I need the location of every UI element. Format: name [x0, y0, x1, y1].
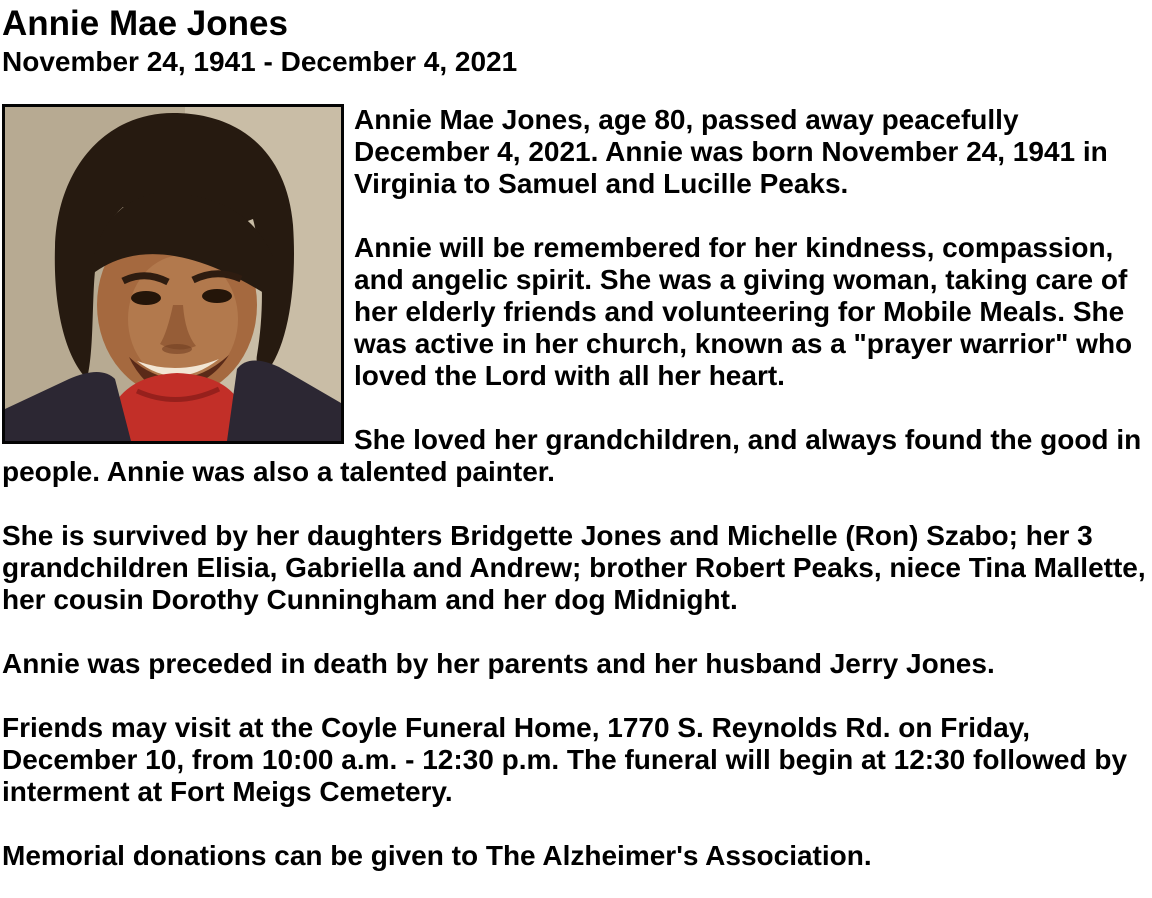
left-eye: [131, 291, 161, 305]
obituary-paragraph: Annie Mae Jones, age 80, passed away peacefully December 4, 2021. Annie was born November 24, 1941 in Virginia to Samuel and Lucille Peaks.: [354, 104, 1108, 199]
obituary-body: [2, 104, 1152, 872]
obituary-paragraph: She is survived by her daughters Bridgette Jones and Michelle (Ron) Szabo; her 3 grandchildren Elisia, Gabriella and Andrew; brother Robert Peaks, niece Tina Mallette, her cousin Dorothy Cunningham and her dog Midnight.: [2, 520, 1146, 615]
obituary-paragraph: Memorial donations can be given to The Alzheimer's Association.: [2, 840, 872, 871]
page-title: Annie Mae Jones: [2, 4, 288, 43]
obituary-paragraph: Annie was preceded in death by her parents and her husband Jerry Jones.: [2, 648, 995, 679]
portrait-image: [5, 107, 341, 441]
nose-shadow: [162, 344, 192, 354]
portrait-photo: [2, 104, 344, 444]
obituary-paragraph: She loved her grandchildren, and always found the good in people. Annie was also a talented painter.: [2, 424, 1142, 487]
obituary-paragraph: Annie will be remembered for her kindness, compassion, and angelic spirit. She was a giving woman, taking care of her elderly friends and volunteering for Mobile Meals. She was active in her church, known as a "prayer warrior" who loved the Lord with all her heart.: [354, 232, 1133, 391]
life-dates: November 24, 1941 - December 4, 2021: [2, 46, 518, 77]
right-eye: [202, 289, 232, 303]
obituary-paragraph: Friends may visit at the Coyle Funeral Home, 1770 S. Reynolds Rd. on Friday, December 10, from 10:00 a.m. - 12:30 p.m. The funeral will begin at 12:30 followed by interment at Fort Meigs Cemetery.: [2, 712, 1128, 807]
